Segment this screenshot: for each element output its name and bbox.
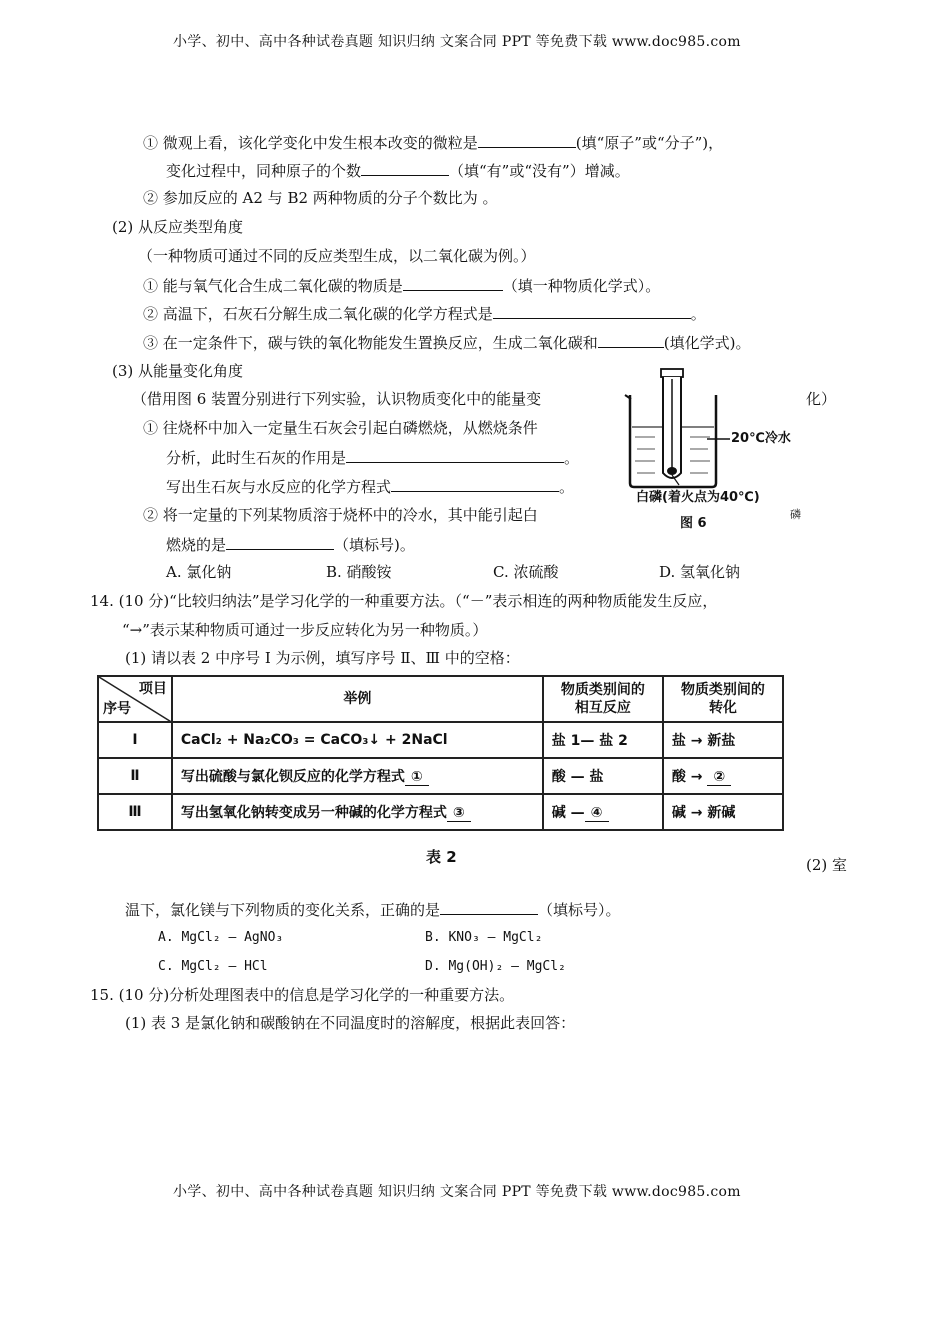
header-example: 举例 xyxy=(172,676,543,722)
q13-line-1 xyxy=(143,132,723,153)
table-row xyxy=(98,794,783,830)
q14-part2-label: (2) 室 xyxy=(806,856,848,874)
q14-option-c: C. MgCl₂ — HCl xyxy=(158,959,268,974)
q13-part3-note-a: （借用图 6 装置分别进行下列实验，认识物质变化中的能量变 xyxy=(132,390,542,408)
q15-line-1: 15. (10 分)分析处理图表中的信息是学习化学的一种重要方法。 xyxy=(90,986,515,1004)
blank-5[interactable] xyxy=(598,332,664,348)
fig-caption: 图 6 xyxy=(680,516,707,531)
blank-9[interactable] xyxy=(440,899,538,915)
q13-part3-item2-b xyxy=(166,534,415,555)
q13-option-a: A. 氯化钠 xyxy=(166,563,232,581)
q13-2-text: 变化过程中，同种原子的个数 xyxy=(166,162,362,180)
table-row xyxy=(98,758,783,794)
q13-option-d: D. 氢氧化钠 xyxy=(659,563,741,581)
table-row xyxy=(98,722,783,758)
q13-p3-2c: （填标号)。 xyxy=(334,536,415,554)
q13-option-b: B. 硝酸铵 xyxy=(326,563,392,581)
blank-mark-3[interactable]: ③ xyxy=(447,805,471,822)
q13-p3-1c: 。 xyxy=(564,449,580,467)
q14-part1: (1) 请以表 2 中序号 Ⅰ 为示例，填写序号 Ⅱ、Ⅲ 中的空格： xyxy=(125,649,520,667)
header-trans: 物质类别间的 转化 xyxy=(663,676,783,722)
figure-6-beaker xyxy=(615,365,805,540)
row-react: 酸 — 盐 xyxy=(543,758,663,794)
page-header: 小学、初中、高中各种试卷真题 知识归纳 文案合同 PPT 等免费下载 www.doc985.com xyxy=(173,34,741,50)
q13-2-hint: （填“有”或“没有”）增减。 xyxy=(449,162,630,180)
blank-6[interactable] xyxy=(346,447,564,463)
q13-p2-1-hint: （填一种物质化学式）。 xyxy=(502,277,661,295)
header-seq: 序号 xyxy=(103,701,131,717)
q13-part2-title: (2) 从反应类型角度 xyxy=(112,218,244,236)
row-example: 写出硫酸与氯化钡反应的化学方程式 ① xyxy=(172,758,543,794)
blank-mark-2[interactable]: ② xyxy=(707,769,731,786)
header-diagonal-cell xyxy=(98,676,172,722)
row-example: CaCl₂ + Na₂CO₃ = CaCO₃↓ + 2NaCl xyxy=(172,722,543,758)
q13-p2-3-hint: (填化学式)。 xyxy=(663,334,751,352)
row-trans: 酸 → ② xyxy=(663,758,783,794)
table-header-row xyxy=(98,676,783,722)
q13-part2-note: （一种物质可通过不同的反应类型生成，以二氧化碳为例。） xyxy=(138,247,536,265)
blank-1[interactable] xyxy=(478,132,576,148)
white-phosphorus xyxy=(667,467,677,475)
q13-line-2 xyxy=(166,160,630,181)
q13-part3-item1-a: ① 往烧杯中加入一定量生石灰会引起白磷燃烧，从燃烧条件 xyxy=(143,419,538,437)
q14-p2-text-b: （填标号）。 xyxy=(538,901,621,919)
q13-part3-item1-b xyxy=(166,447,579,468)
q14-line-2: “→”表示某种物质可通过一步反应转化为另一种物质。） xyxy=(122,621,488,639)
blank-3[interactable] xyxy=(403,275,503,291)
q13-p2-3-text: ③ 在一定条件下，碳与铁的氧化物能发生置换反应，生成二氧化碳和 xyxy=(143,334,598,352)
q14-option-b: B. KNO₃ — MgCl₂ xyxy=(425,930,543,945)
q14-part2-text xyxy=(125,899,621,920)
q13-part3-item1-c xyxy=(166,476,574,497)
q13-1-hint: (填“原子”或“分子”)， xyxy=(575,134,724,152)
blank-2[interactable] xyxy=(361,160,449,176)
q14-option-d: D. Mg(OH)₂ — MgCl₂ xyxy=(425,959,566,974)
q13-part3-title: (3) 从能量变化角度 xyxy=(112,362,244,380)
blank-4[interactable] xyxy=(493,303,691,319)
header-item: 项目 xyxy=(138,681,167,697)
stray-char: 磷 xyxy=(790,508,801,521)
q13-p2-2-end: 。 xyxy=(690,305,706,323)
q15-part1: (1) 表 3 是氯化钠和碳酸钠在不同温度时的溶解度，根据此表回答： xyxy=(125,1014,576,1032)
table-2 xyxy=(97,675,784,831)
row-react: 盐 1— 盐 2 xyxy=(543,722,663,758)
q13-part2-item2 xyxy=(143,303,706,324)
q13-p3-1e: 。 xyxy=(559,478,575,496)
q13-line-3: ② 参加反应的 A2 与 B2 两种物质的分子个数比为 。 xyxy=(143,189,498,207)
q14-p2-text-a: 温下，氯化镁与下列物质的变化关系，正确的是 xyxy=(125,901,441,919)
q13-p3-1d-text: 写出生石灰与水反应的化学方程式 xyxy=(166,478,392,496)
row-trans: 碱 → 新碱 xyxy=(663,794,783,830)
blank-8[interactable] xyxy=(226,534,334,550)
row-react: 碱 — ④ xyxy=(543,794,663,830)
q13-p2-1-text: ① 能与氧气化合生成二氧化碳的物质是 xyxy=(143,277,403,295)
q14-option-a: A. MgCl₂ — AgNO₃ xyxy=(158,930,284,945)
fig-water-label: 20℃冷水 xyxy=(731,431,791,446)
q13-1-text: ① 微观上看，该化学变化中发生根本改变的微粒是 xyxy=(143,134,478,152)
q13-p3-2b-text: 燃烧的是 xyxy=(166,536,227,554)
blank-mark-4[interactable]: ④ xyxy=(585,805,609,822)
row-trans: 盐 → 新盐 xyxy=(663,722,783,758)
q13-part2-item3 xyxy=(143,332,751,353)
q14-line-1: 14. (10 分)“比较归纳法”是学习化学的一种重要方法。（“－”表示相连的两种物质能发生反应， xyxy=(90,592,718,610)
q13-part3-item2-a: ② 将一定量的下列某物质溶于烧杯中的冷水，其中能引起白 xyxy=(143,506,538,524)
blank-7[interactable] xyxy=(391,476,559,492)
row-seq: Ⅱ xyxy=(98,758,172,794)
q13-p2-2-text: ② 高温下，石灰石分解生成二氧化碳的化学方程式是 xyxy=(143,305,493,323)
page-footer: 小学、初中、高中各种试卷真题 知识归纳 文案合同 PPT 等免费下载 www.doc985.com xyxy=(173,1184,741,1200)
q13-option-c: C. 浓硫酸 xyxy=(493,563,559,581)
q13-part2-item1 xyxy=(143,275,660,296)
fig-phosphorus-label: 白磷(着火点为40℃) xyxy=(636,490,760,505)
table-2-caption: 表 2 xyxy=(426,848,457,866)
q13-p3-1b-text: 分析，此时生石灰的作用是 xyxy=(166,449,347,467)
row-seq: Ⅲ xyxy=(98,794,172,830)
q13-part3-note-b: 化） xyxy=(806,390,837,408)
tube-stopper xyxy=(661,369,683,377)
row-example: 写出氢氧化钠转变成另一种碱的化学方程式 ③ xyxy=(172,794,543,830)
blank-mark-1[interactable]: ① xyxy=(405,769,429,786)
row-seq: Ⅰ xyxy=(98,722,172,758)
header-react: 物质类别间的 相互反应 xyxy=(543,676,663,722)
